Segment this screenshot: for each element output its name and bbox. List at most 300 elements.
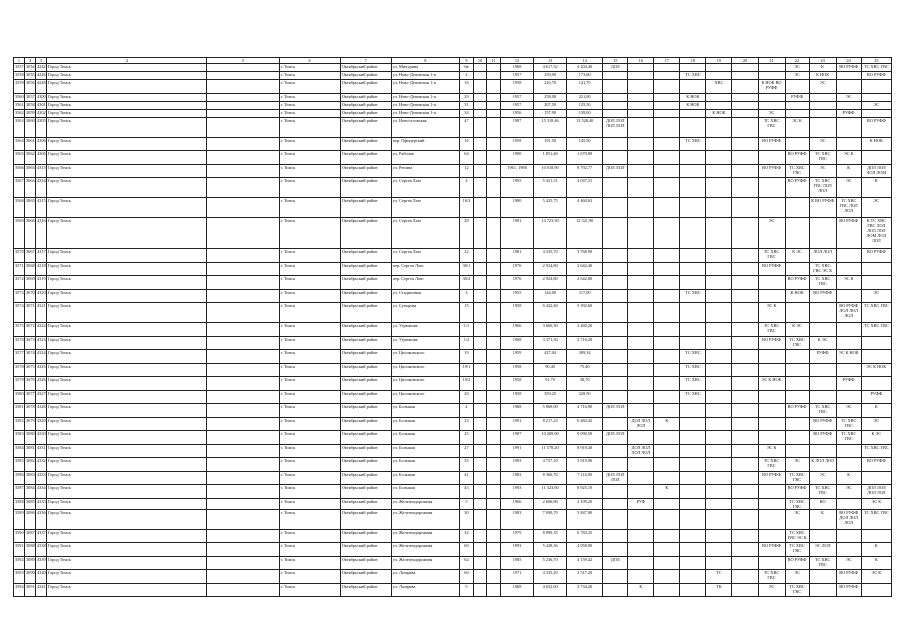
table-cell: ЭС — [785, 509, 809, 529]
table-cell: г. Томск — [279, 218, 340, 249]
table-cell: ул. Сергея Лазо — [391, 198, 459, 218]
table-cell: 11 578,20 — [534, 444, 567, 458]
table-cell: 3573 — [14, 289, 25, 303]
table-cell: 3583 — [14, 431, 25, 445]
table-cell — [706, 390, 732, 404]
table-cell: 4302 — [36, 109, 47, 117]
table-cell — [473, 137, 486, 151]
table-cell: 1959 — [501, 350, 534, 364]
table-cell — [732, 289, 758, 303]
table-cell: Город Томск — [47, 498, 207, 509]
table-row — [14, 444, 892, 458]
table-cell — [654, 276, 680, 290]
table-cell: 1993 — [501, 458, 534, 472]
table-cell — [603, 377, 628, 391]
table-cell — [654, 431, 680, 445]
table-cell — [473, 363, 486, 377]
table-cell: 5 431,51 — [534, 178, 567, 198]
table-cell: РУФФ — [836, 377, 861, 391]
table-cell: г. Томск — [279, 137, 340, 151]
table-cell: ТС ХВС ГВС — [809, 485, 836, 499]
table-cell — [603, 509, 628, 529]
table-cell: 258,00 — [534, 93, 567, 101]
table-cell: г. Томск — [279, 101, 340, 109]
table-cell: Октябрьский район — [340, 117, 391, 137]
table-cell: г. Томск — [279, 509, 340, 529]
table-cell: Октябрьский район — [340, 262, 391, 276]
table-cell: 139,00 — [567, 109, 603, 117]
column-number: 9 — [459, 58, 473, 64]
table-cell — [473, 458, 486, 472]
table-cell: 3579 — [14, 377, 25, 391]
table-cell — [654, 289, 680, 303]
table-cell — [785, 109, 809, 117]
table-cell: Октябрьский район — [340, 529, 391, 543]
table-cell: 157,90 — [534, 109, 567, 117]
table-cell: 3080 — [25, 431, 36, 445]
table-cell — [809, 93, 836, 101]
table-cell — [732, 151, 758, 165]
table-row — [14, 289, 892, 303]
table-cell: 141,70 — [567, 80, 603, 94]
table-cell — [732, 498, 758, 509]
table-cell — [680, 117, 706, 137]
table-cell — [207, 109, 279, 117]
table-row — [14, 377, 892, 391]
table-cell — [732, 390, 758, 404]
table-cell — [758, 390, 785, 404]
table-cell: 62 — [459, 556, 473, 570]
table-cell: Октябрьский район — [340, 289, 391, 303]
table-cell: 3574 — [14, 303, 25, 323]
table-cell — [207, 390, 279, 404]
table-cell: ЭС — [861, 198, 891, 218]
table-cell: Октябрьский район — [340, 109, 391, 117]
table-cell — [486, 198, 500, 218]
table-cell: Город Томск — [47, 276, 207, 290]
table-cell: ТС ХВС ГВС — [861, 303, 891, 323]
table-cell — [473, 178, 486, 198]
table-cell: ЭС К — [836, 151, 861, 165]
table-cell: ВО РУФФ — [758, 164, 785, 178]
table-cell — [706, 431, 732, 445]
table-row — [14, 164, 892, 178]
table-cell: Город Томск — [47, 72, 207, 80]
table-cell: 3591 — [14, 543, 25, 557]
table-cell: К ВО РУФФ — [809, 198, 836, 218]
table-cell: ДОЛ ЛОЛ ЛОЛ — [603, 471, 628, 485]
table-cell — [628, 289, 654, 303]
table-cell: ул. Большая — [391, 417, 459, 431]
table-cell: 3070 — [25, 289, 36, 303]
table-cell: 1966 — [501, 323, 534, 337]
table-cell: 3074 — [25, 350, 36, 364]
table-cell: 4317 — [36, 249, 47, 263]
table-cell — [758, 498, 785, 509]
table-cell — [732, 336, 758, 350]
table-cell: 1958 — [501, 80, 534, 94]
table-cell: 1956 — [501, 109, 534, 117]
table-cell — [628, 363, 654, 377]
table-cell: Город Томск — [47, 471, 207, 485]
table-row — [14, 471, 892, 485]
table-cell — [680, 164, 706, 178]
table-cell: 2 — [459, 404, 473, 418]
table-cell — [706, 93, 732, 101]
table-cell — [603, 323, 628, 337]
table-cell: 2 716,20 — [567, 336, 603, 350]
table-cell: 6 484,42 — [567, 417, 603, 431]
table-row — [14, 485, 892, 499]
table-cell: 8 919,40 — [567, 444, 603, 458]
table-cell: Октябрьский район — [340, 93, 391, 101]
table-cell — [732, 218, 758, 249]
table-cell — [680, 336, 706, 350]
table-cell — [654, 198, 680, 218]
table-cell: 90,40 — [534, 363, 567, 377]
table-cell: ЭС — [785, 570, 809, 584]
table-cell: 144,00 — [534, 289, 567, 303]
table-cell: 1957 — [501, 101, 534, 109]
table-cell: 3576 — [14, 336, 25, 350]
table-cell: Октябрьский район — [340, 249, 391, 263]
table-cell — [628, 151, 654, 165]
column-number: 3 — [36, 58, 47, 64]
table-cell: ТС ХВС ГВС — [785, 164, 809, 178]
table-cell — [809, 117, 836, 137]
table-cell — [680, 109, 706, 117]
table-cell: Город Томск — [47, 198, 207, 218]
table-cell: 27 — [459, 444, 473, 458]
table-cell — [654, 109, 680, 117]
table-cell: ТС ХВС ГВС ЛОЛ ЛОЛ — [809, 178, 836, 198]
table-cell: г. Томск — [279, 336, 340, 350]
table-cell: г. Томск — [279, 390, 340, 404]
table-cell — [732, 64, 758, 72]
table-cell — [603, 93, 628, 101]
table-cell — [473, 151, 486, 165]
table-cell — [486, 80, 500, 94]
table-cell — [486, 137, 500, 151]
table-cell — [732, 458, 758, 472]
table-cell: 3560 — [14, 93, 25, 101]
table-cell: Город Томск — [47, 249, 207, 263]
table-cell: ул. Угрюмова — [391, 323, 459, 337]
table-cell — [836, 137, 861, 151]
table-cell: ул. Циолковского — [391, 390, 459, 404]
table-cell: Город Томск — [47, 529, 207, 543]
table-cell — [207, 72, 279, 80]
table-cell — [706, 72, 732, 80]
table-cell — [861, 336, 891, 350]
table-cell: 4315 — [36, 164, 47, 178]
table-cell: Октябрьский район — [340, 363, 391, 377]
table-cell: 7 090,70 — [534, 509, 567, 529]
table-cell — [654, 137, 680, 151]
table-cell — [207, 444, 279, 458]
table-cell — [732, 93, 758, 101]
table-cell: 4337 — [36, 529, 47, 543]
table-cell — [473, 101, 486, 109]
table-cell — [785, 218, 809, 249]
table-cell: г. Томск — [279, 498, 340, 509]
table-cell: ЭС ЛОЛ — [809, 543, 836, 557]
table-cell: 259,00 — [534, 72, 567, 80]
table-cell — [603, 109, 628, 117]
table-cell — [706, 471, 732, 485]
table-cell — [680, 509, 706, 529]
table-cell: 8 792,77 — [567, 164, 603, 178]
table-cell: 4 716,80 — [567, 404, 603, 418]
table-cell — [473, 570, 486, 584]
table-cell: ВО РУФФ — [758, 262, 785, 276]
table-cell — [785, 101, 809, 109]
table-cell — [486, 303, 500, 323]
table-cell — [207, 336, 279, 350]
table-cell — [706, 444, 732, 458]
table-cell — [207, 80, 279, 94]
table-cell: 4242 — [36, 64, 47, 72]
table-cell: 4322 — [36, 323, 47, 337]
table-cell: Город Томск — [47, 117, 207, 137]
table-cell: Город Томск — [47, 458, 207, 472]
table-cell: Город Томск — [47, 377, 207, 391]
table-cell — [654, 336, 680, 350]
table-cell: 3563 — [14, 117, 25, 137]
table-cell — [603, 417, 628, 431]
table-cell — [654, 72, 680, 80]
table-cell: ЭС — [785, 72, 809, 80]
table-cell: 7 116,00 — [567, 471, 603, 485]
table-cell — [732, 178, 758, 198]
table-row — [14, 218, 892, 249]
table-cell: К — [836, 471, 861, 485]
column-number: 20 — [732, 58, 758, 64]
table-cell: К НОК — [680, 93, 706, 101]
table-cell: ТС ХВС ГВС — [861, 444, 891, 458]
table-cell: 3 919,90 — [567, 458, 603, 472]
table-cell: ул. Ново-Деповская 1-я — [391, 80, 459, 94]
table-cell: 191,50 — [534, 137, 567, 151]
table-cell: Октябрьский район — [340, 583, 391, 597]
table-cell — [473, 249, 486, 263]
table-cell: ТС ХВС ГВС — [861, 509, 891, 529]
table-cell: 2 606,80 — [534, 498, 567, 509]
table-cell: ДОЛ ЛОЛ ЛОЛ ЛОМ — [861, 164, 891, 178]
table-cell — [486, 570, 500, 584]
table-cell — [603, 249, 628, 263]
table-cell — [486, 178, 500, 198]
table-cell: 30/2 — [459, 276, 473, 290]
table-cell: ЭС — [758, 218, 785, 249]
table-cell — [732, 509, 758, 529]
table-cell — [486, 404, 500, 418]
table-cell: ЭС К НОК — [758, 377, 785, 391]
table-cell — [758, 350, 785, 364]
table-row — [14, 529, 892, 543]
table-cell — [732, 529, 758, 543]
table-row — [14, 363, 892, 377]
table-cell — [628, 471, 654, 485]
table-cell — [680, 218, 706, 249]
table-row — [14, 404, 892, 418]
table-cell: 1957 — [501, 93, 534, 101]
table-cell: 3088 — [25, 543, 36, 557]
table-cell: К — [861, 543, 891, 557]
table-cell: ул. Большая — [391, 485, 459, 499]
table-cell — [207, 93, 279, 101]
table-cell — [785, 198, 809, 218]
table-cell — [207, 303, 279, 323]
table-cell — [758, 404, 785, 418]
table-cell: 3062 — [25, 151, 36, 165]
table-cell: 15 — [459, 303, 473, 323]
table-cell: 14 723,30 — [534, 218, 567, 249]
table-cell: 4320 — [36, 289, 47, 303]
table-cell: 4 652,60 — [534, 583, 567, 597]
table-cell — [473, 218, 486, 249]
table-cell: 20 — [459, 390, 473, 404]
table-cell — [628, 218, 654, 249]
table-cell: г. Томск — [279, 72, 340, 80]
table-cell: 4319 — [36, 276, 47, 290]
table-cell: ЭС — [836, 556, 861, 570]
table-cell: ТС ХВС ГВС — [861, 323, 891, 337]
table-cell — [654, 444, 680, 458]
table-cell: г. Томск — [279, 350, 340, 364]
table-cell — [836, 72, 861, 80]
table-cell — [603, 80, 628, 94]
table-cell — [732, 570, 758, 584]
table-cell: 117,00 — [567, 289, 603, 303]
table-cell: 3056 — [25, 80, 36, 94]
table-cell: 30 — [459, 509, 473, 529]
table-cell: 1993 — [501, 543, 534, 557]
table-cell — [680, 404, 706, 418]
table-cell: К — [836, 164, 861, 178]
table-row — [14, 556, 892, 570]
table-cell — [809, 583, 836, 597]
table-cell: 3580 — [14, 390, 25, 404]
table-cell: ВО РУФФ — [809, 417, 836, 431]
table-cell: ул. Стадионная — [391, 289, 459, 303]
table-cell — [732, 377, 758, 391]
table-cell — [628, 249, 654, 263]
table-cell — [706, 303, 732, 323]
table-cell — [207, 431, 279, 445]
table-cell: 1958 — [501, 377, 534, 391]
table-cell: 4328 — [36, 404, 47, 418]
table-cell: 3572 — [14, 276, 25, 290]
table-cell: ул. Железнодорожная — [391, 529, 459, 543]
table-cell: Город Томск — [47, 390, 207, 404]
table-cell: 3561 — [14, 101, 25, 109]
table-cell — [706, 198, 732, 218]
table-cell: 216,70 — [534, 80, 567, 94]
table-cell: ДОЛ ЛОЛ ЛОЛ — [628, 417, 654, 431]
table-cell — [758, 289, 785, 303]
table-cell — [486, 431, 500, 445]
table-cell — [207, 471, 279, 485]
table-cell: 3060 — [25, 117, 36, 137]
table-cell — [836, 529, 861, 543]
table-cell: ЭС К — [758, 444, 785, 458]
table-cell — [861, 80, 891, 94]
table-cell — [836, 458, 861, 472]
table-cell: 4 617,52 — [534, 64, 567, 72]
table-cell: г. Томск — [279, 198, 340, 218]
table-cell — [732, 72, 758, 80]
table-cell — [473, 417, 486, 431]
table-cell: 3588 — [14, 498, 25, 509]
table-cell: Октябрьский район — [340, 164, 391, 178]
table-cell — [473, 289, 486, 303]
table-cell — [732, 431, 758, 445]
table-cell: ТС ХВС ГВС — [809, 276, 836, 290]
table-cell: К ЭС — [785, 323, 809, 337]
column-number: 22 — [785, 58, 809, 64]
table-cell — [628, 509, 654, 529]
table-cell: ул. Сергея Лазо — [391, 218, 459, 249]
table-cell: 3076 — [25, 377, 36, 391]
table-cell: Октябрьский район — [340, 556, 391, 570]
table-cell: г. Томск — [279, 458, 340, 472]
column-number: 21 — [758, 58, 785, 64]
table-cell: ДОЛ — [603, 64, 628, 72]
table-cell — [486, 350, 500, 364]
table-cell — [603, 151, 628, 165]
table-cell: К — [861, 178, 891, 198]
column-number: 1 — [14, 58, 25, 64]
table-cell: ул. Сергея Лазо — [391, 178, 459, 198]
table-cell: г. Томск — [279, 556, 340, 570]
table-cell: Октябрьский район — [340, 336, 391, 350]
table-cell: Октябрьский район — [340, 498, 391, 509]
table-cell — [486, 218, 500, 249]
table-cell: 1993 — [501, 485, 534, 499]
table-cell: РУФФ — [836, 109, 861, 117]
table-cell: 3577 — [14, 350, 25, 364]
table-cell: Октябрьский район — [340, 178, 391, 198]
table-cell: 3055 — [25, 72, 36, 80]
table-cell: К ЭС — [785, 249, 809, 263]
table-row — [14, 417, 892, 431]
table-cell — [732, 404, 758, 418]
table-cell — [785, 303, 809, 323]
table-cell: 5 — [459, 583, 473, 597]
table-cell: 3079 — [25, 417, 36, 431]
table-cell: Октябрьский район — [340, 64, 391, 72]
table-cell: 5 425,75 — [534, 198, 567, 218]
table-cell — [785, 390, 809, 404]
table-cell — [680, 485, 706, 499]
table-cell: ВО РУФФ — [785, 276, 809, 290]
table-cell: 4 335,70 — [534, 249, 567, 263]
table-cell — [758, 276, 785, 290]
table-cell: 4315 — [36, 198, 47, 218]
table-cell — [207, 498, 279, 509]
table-cell: ВО — [809, 498, 836, 509]
table-cell: 43 — [459, 485, 473, 499]
table-cell: 4327 — [36, 390, 47, 404]
table-cell: 41 — [459, 471, 473, 485]
table-cell: 1 851,40 — [534, 151, 567, 165]
table-row — [14, 101, 892, 109]
table-cell — [628, 72, 654, 80]
table-cell: 3 — [459, 289, 473, 303]
table-cell: 1958 — [501, 137, 534, 151]
table-cell: 3 768,90 — [567, 249, 603, 263]
